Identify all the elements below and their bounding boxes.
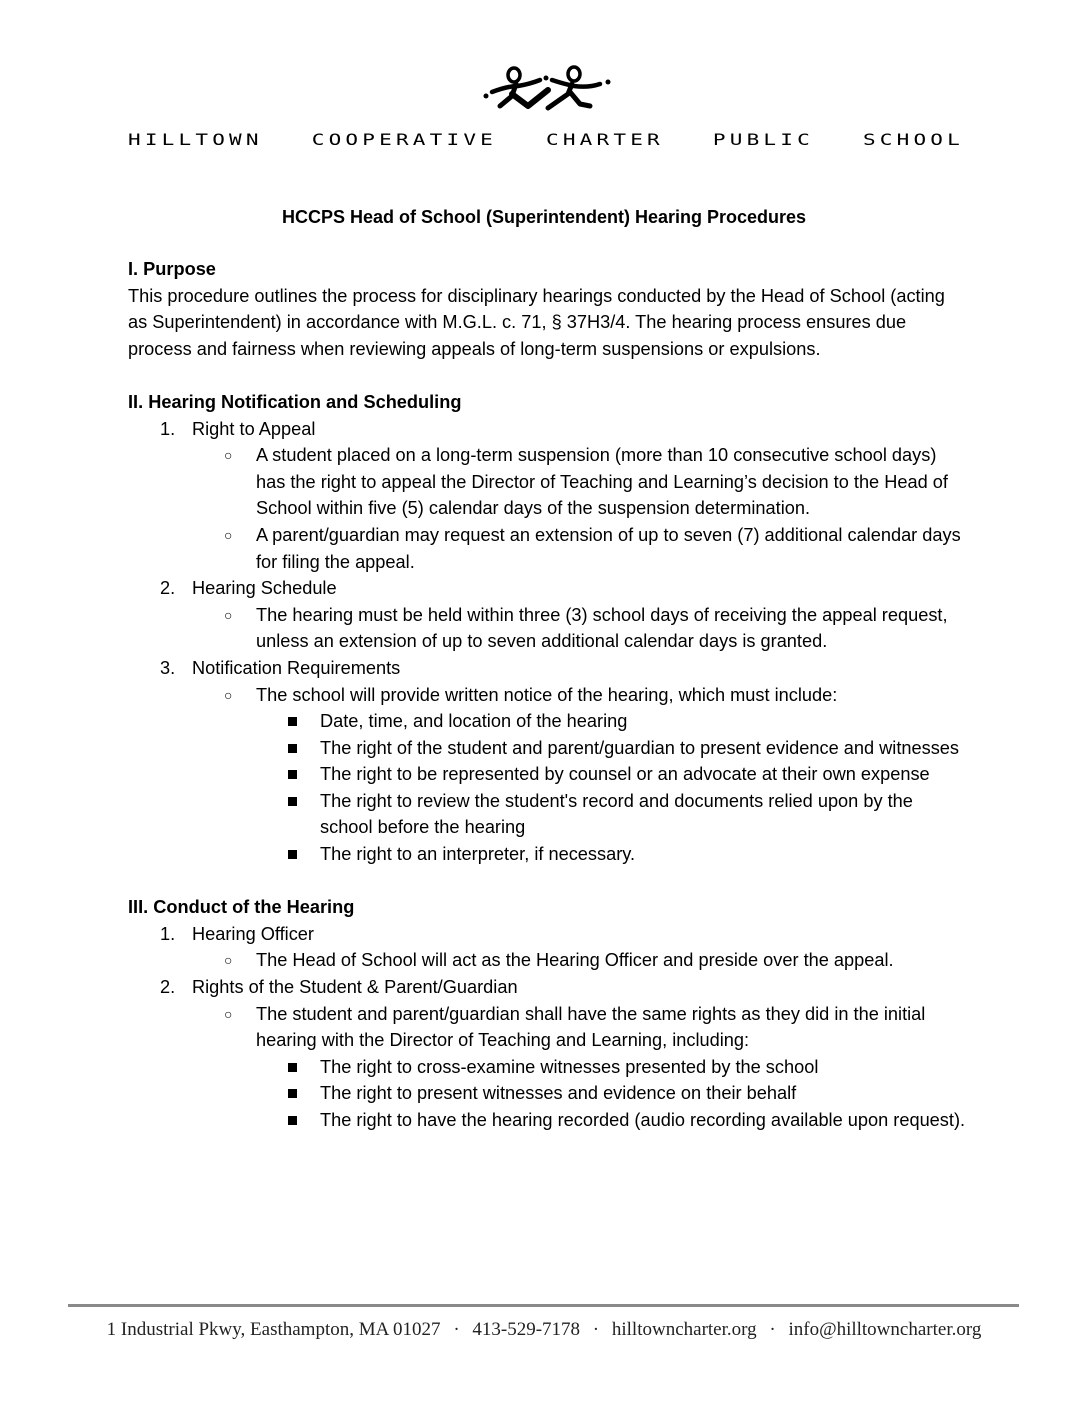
bullet-item — [128, 602, 968, 655]
bullet-item — [128, 682, 968, 709]
two-children-holding-hands-icon — [478, 64, 614, 114]
hollow-circle-bullet-icon: ○ — [224, 526, 233, 543]
footer-contact — [0, 1317, 1088, 1343]
footer-email: info@hilltowncharter.org — [788, 1319, 982, 1340]
numbered-item — [128, 575, 968, 602]
footer-address: 1 Industrial Pkwy, Easthampton, MA 01027 — [106, 1319, 441, 1340]
sub-bullet-item — [128, 1080, 968, 1107]
sub-bullet-item — [128, 708, 968, 735]
school-name-word: COOPERATIVE — [311, 130, 498, 150]
filled-square-bullet-icon — [288, 1089, 297, 1098]
sub-bullet-item — [128, 735, 968, 762]
filled-square-bullet-icon — [288, 797, 297, 806]
section-heading: III. Conduct of the Hearing — [128, 897, 355, 918]
footer-separator: · — [769, 1319, 776, 1340]
bullet-text: The school will provide written notice of the hearing, which must include: — [256, 684, 838, 705]
filled-square-bullet-icon — [288, 744, 297, 753]
sub-bullet-text: The right of the student and parent/guardian to present evidence and witnesses — [320, 737, 960, 758]
filled-square-bullet-icon — [288, 850, 297, 859]
item-label: Right to Appeal — [192, 418, 316, 439]
item-number: 3. — [160, 657, 176, 678]
numbered-item — [128, 974, 968, 1001]
sub-bullet-item — [128, 1107, 968, 1134]
bullet-text: A parent/guardian may request an extension of up to seven (7) additional calendar days for filing the appeal. — [256, 524, 961, 572]
bullet-item — [128, 1001, 968, 1054]
bullet-text: The Head of School will act as the Hearing Officer and preside over the appeal. — [256, 950, 894, 971]
item-label: Hearing Officer — [192, 923, 314, 944]
sub-bullet-item — [128, 761, 968, 788]
footer-divider — [68, 1304, 1019, 1307]
item-label: Notification Requirements — [192, 657, 401, 678]
bullet-item — [128, 442, 968, 522]
item-number: 1. — [160, 418, 176, 439]
sub-bullet-item — [128, 1054, 968, 1081]
item-number: 1. — [160, 923, 176, 944]
hollow-circle-bullet-icon: ○ — [224, 447, 233, 464]
numbered-item — [128, 416, 968, 443]
item-label: Rights of the Student & Parent/Guardian — [192, 977, 518, 998]
sub-bullet-text: The right to have the hearing recorded (audio recording available upon request). — [320, 1110, 966, 1130]
section-heading: I. Purpose — [128, 259, 216, 279]
section-purpose — [128, 256, 968, 362]
school-name-word: PUBLIC — [712, 130, 814, 150]
footer-phone: 413-529-7178 — [472, 1319, 581, 1340]
footer-separator: · — [453, 1319, 460, 1340]
item-label: Hearing Schedule — [192, 578, 337, 599]
footer-separator: · — [592, 1319, 600, 1340]
bullet-item — [128, 522, 968, 575]
hollow-circle-bullet-icon: ○ — [224, 952, 233, 969]
hollow-circle-bullet-icon: ○ — [224, 686, 233, 703]
spacer — [128, 868, 968, 895]
section-notification-scheduling — [128, 389, 968, 868]
sub-bullet-text: Date, time, and location of the hearing — [320, 711, 628, 732]
document-title: HCCPS Head of School (Superintendent) Hearing Procedures — [281, 207, 807, 227]
sub-bullet-text: The right to cross-examine witnesses presented by the school — [320, 1056, 819, 1077]
school-name-wordmark — [128, 128, 964, 151]
numbered-item — [128, 921, 968, 948]
school-name-word: CHARTER — [546, 130, 664, 150]
section-conduct-of-hearing — [128, 894, 968, 1133]
item-number: 2. — [160, 578, 176, 599]
sub-bullet-text: The right to present witnesses and evidence on their behalf — [320, 1083, 797, 1104]
hollow-circle-bullet-icon: ○ — [224, 606, 233, 623]
filled-square-bullet-icon — [288, 770, 297, 779]
item-number: 2. — [160, 977, 176, 998]
hollow-circle-bullet-icon: ○ — [224, 1005, 233, 1022]
filled-square-bullet-icon — [288, 717, 297, 726]
bullet-item — [128, 947, 968, 974]
school-name-word: SCHOOL — [862, 130, 964, 150]
document-body — [128, 256, 968, 1134]
bullet-text: The student and parent/guardian shall have the same rights as they did in the initial hearing with the Director of Teaching and Learning, including: — [256, 1003, 926, 1051]
sub-bullet-item — [128, 788, 968, 841]
sub-bullet-text: The right to be represented by counsel or an advocate at their own expense — [320, 764, 930, 785]
filled-square-bullet-icon — [288, 1116, 297, 1125]
section-heading: II. Hearing Notification and Scheduling — [128, 391, 462, 412]
footer-website: hilltowncharter.org — [611, 1319, 757, 1340]
filled-square-bullet-icon — [288, 1063, 297, 1072]
numbered-item — [128, 655, 968, 682]
sub-bullet-text: The right to review the student's record and documents relied upon by the school before the hearing — [320, 790, 913, 838]
school-name-word: HILLTOWN — [128, 130, 263, 150]
school-logo-icon — [478, 64, 614, 114]
bullet-text: The hearing must be held within three (3) school days of receiving the appeal request, unless an extension of up to seven additional calendar days is granted. — [256, 604, 948, 652]
spacer — [128, 362, 968, 389]
sub-bullet-item — [128, 841, 968, 868]
bullet-text: A student placed on a long-term suspension (more than 10 consecutive school days) has the right to appeal the Director of Teaching and Learning’s decision to the Head of School within five (5) calendar days of the suspension determination. — [256, 445, 948, 519]
section-paragraph: This procedure outlines the process for disciplinary hearings conducted by the Head of School (acting as Superintendent) in accordance with M.G.L. c. 71, § 37H3/4. The hearing process ensures due process and fairness when reviewing appeals of long-term suspensions or expulsions. — [128, 285, 945, 359]
sub-bullet-text: The right to an interpreter, if necessary. — [320, 844, 636, 865]
